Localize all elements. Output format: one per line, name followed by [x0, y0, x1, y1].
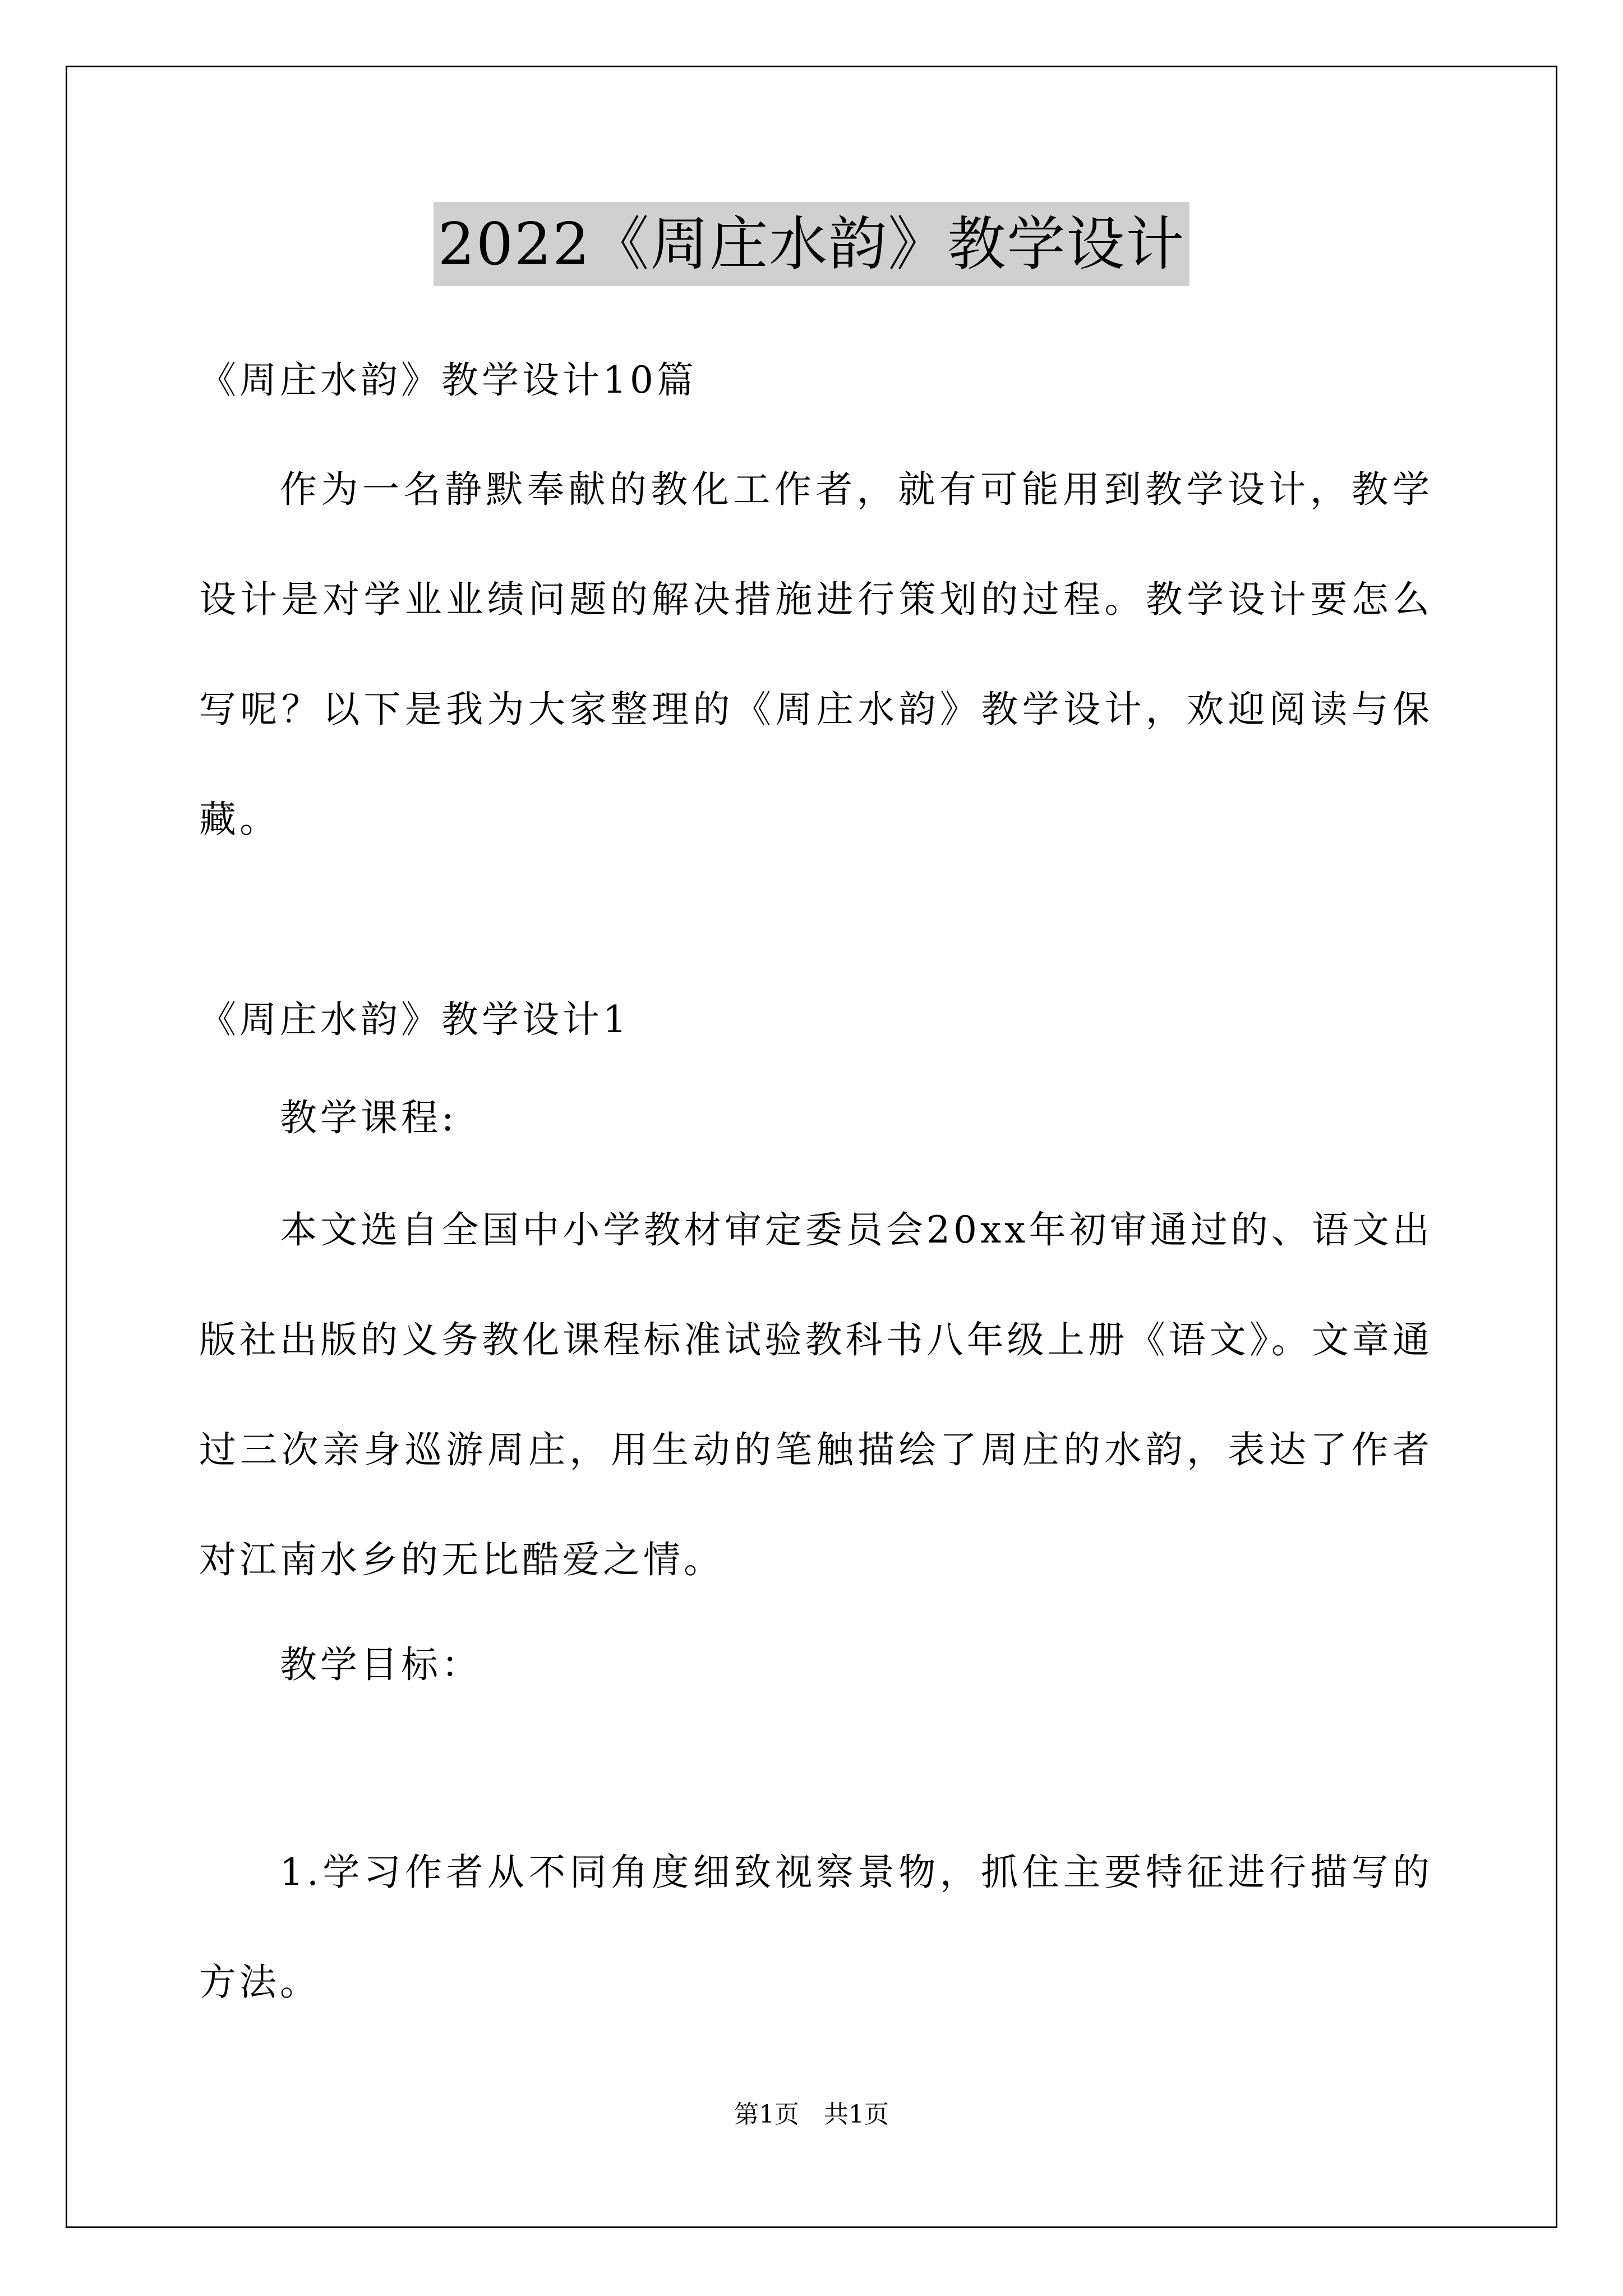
title-block [0, 202, 1623, 286]
goal-item-1: 1.学习作者从不同角度细致视察景物，抓住主要特征进行描写的方法。 [199, 1851, 1433, 2004]
course-paragraph: 本文选自全国中小学教材审定委员会20xx年初审通过的、语文出版社出版的义务教化课程标准试验教科书八年级上册《语文》。文章通过三次亲身巡游周庄，用生动的笔触描绘了周庄的水韵，表达了作者对江南水乡的无比酷爱之情。 [199, 1208, 1433, 1581]
page-footer [0, 2098, 1623, 2132]
page-number-current: 第1页 [734, 2100, 799, 2129]
document-subtitle: 《周庄水韵》教学设计10篇 [199, 358, 697, 402]
intro-paragraph: 作为一名静默奉献的教化工作者，就有可能用到教学设计，教学设计是对学业业绩问题的解决措施进行策划的过程。教学设计要怎么写呢？以下是我为大家整理的《周庄水韵》教学设计，欢迎阅读与保藏。 [199, 468, 1433, 841]
goals-label: 教学目标： [280, 1643, 482, 1686]
document-title: 2022《周庄水韵》教学设计 [434, 202, 1190, 286]
section-heading: 《周庄水韵》教学设计1 [199, 998, 630, 1041]
page-number-total: 共1页 [824, 2100, 889, 2129]
course-label: 教学课程: [280, 1096, 458, 1139]
